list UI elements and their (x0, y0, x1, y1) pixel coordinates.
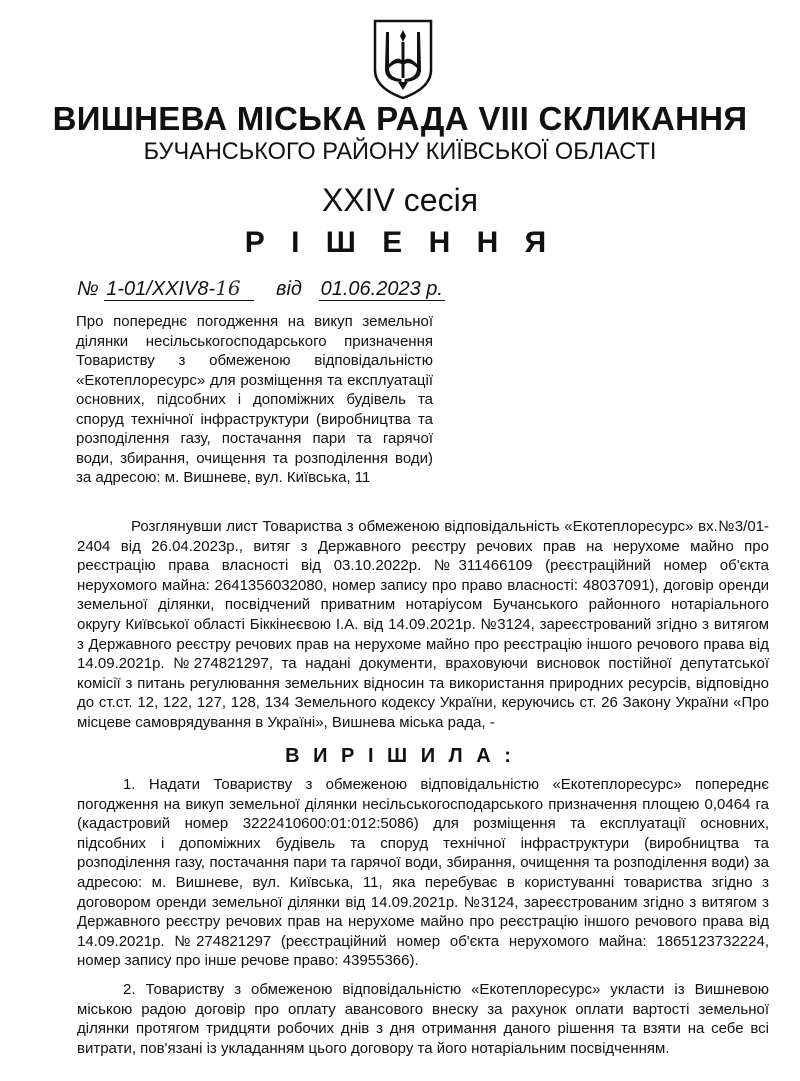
decision-number: 1-01/XXIV8- (106, 278, 216, 300)
decision-date: 01.06.2023 р. (320, 278, 443, 300)
date-label: від (276, 278, 302, 300)
decision-subject: Про попереднє погодження на викуп земельної ділянки несільськогосподарського призначення Товариству з обмеженою відповідальністю «Екотеплоресурс» для розміщення та експлуатації основних, підсобних і допоміжних будівель та споруд технічної інфраструктури (виробництва та розподілення газу, постачання пари та гарячої води, збирання, очищення та розподілення води) за адресою: м. Вишневе, вул. Київська, 11 (76, 313, 433, 486)
resolved-heading: В И Р І Ш И Л А : (285, 745, 515, 767)
resolution-item-2: 2. Товариству з обмеженою відповідальністю «Екотеплоресурс» укласти із Вишневою міською радою договір про оплату авансового внеску за рахунок оплати вартості земельної ділянки протягом тридцяти робочих днів з дня отримання даного рішення та взяти на себе всі витрати, пов'язані із укладанням цього договору та його нотаріальним посвідченням. (77, 981, 769, 1057)
district-name: БУЧАНСЬКОГО РАЙОНУ КИЇВСЬКОЇ ОБЛАСТІ (143, 138, 657, 165)
decision-title: Р І Ш Е Н Н Я (244, 226, 556, 259)
decision-number-line (77, 274, 445, 303)
handwritten-number: 16 (215, 276, 241, 300)
council-name: ВИШНЕВА МІСЬКА РАДА VIII СКЛИКАННЯ (52, 100, 748, 137)
session-title: XXIV сесія (321, 182, 479, 218)
preamble-paragraph: Розглянувши лист Товариства з обмеженою відповідальність «Екотеплоресурс» вх.№3/01-2404 від 26.04.2023р., витяг з Державного реєстру речових прав на нерухоме майно про реєстрацію права власності від 03.10.2022р. №311466109 (реєстраційний номер об'єкта нерухомого майна: 2641356032080, номер запису про право власності: 48037091), договір оренди земельної ділянки, посвідчений приватним нотаріусом Бучанського районного нотаріального округу Київської області Біккінеєвою І.А. від 14.09.2021р. №3124, зареєстрований згідно з витягом з Державного реєстру речових прав на нерухоме майно про реєстрацію іншого речового права від 14.09.2021р. №274821297, та надані документи, враховуючи висновок постійної депутатської комісії з питань регулювання земельних відносин та використання природних ресурсів, відповідно до ст.ст. 12, 122, 127, 128, 134 Земельного кодексу України, керуючись ст. 26 Закону України «Про місцеве самоврядування в Україні», Вишнева міська рада, - (77, 518, 769, 731)
resolution-item-1: 1. Надати Товариству з обмеженою відповідальністю «Екотеплоресурс» попереднє погодження на викуп земельної ділянки несільськогосподарського призначення площею 0,0464 га (кадастровий номер 3222410600:01:012:5086) для розміщення та експлуатації основних, підсобних і допоміжних будівель та споруд технічної інфраструктури (виробництва та розподілення газу, постачання пари та гарячої води, збирання, очищення та розподілення води) за адресою: м. Вишневе, вул. Київська, 11, яка перебуває в користуванні товариства згідно з договором оренди земельної ділянки від 14.09.2021р. №3124, зареєстрованим згідно з витягом з Державного реєстру речових прав на нерухоме майно про реєстрацію іншого речового права від 14.09.2021р. №274821297 (реєстраційний номер об'єкта нерухомого майна: 1865123732224, номер запису про інше речове право: 43955366). (77, 776, 769, 970)
number-sign: № (77, 278, 99, 300)
decision-number-field (104, 278, 254, 301)
trident-emblem-icon (371, 18, 435, 100)
